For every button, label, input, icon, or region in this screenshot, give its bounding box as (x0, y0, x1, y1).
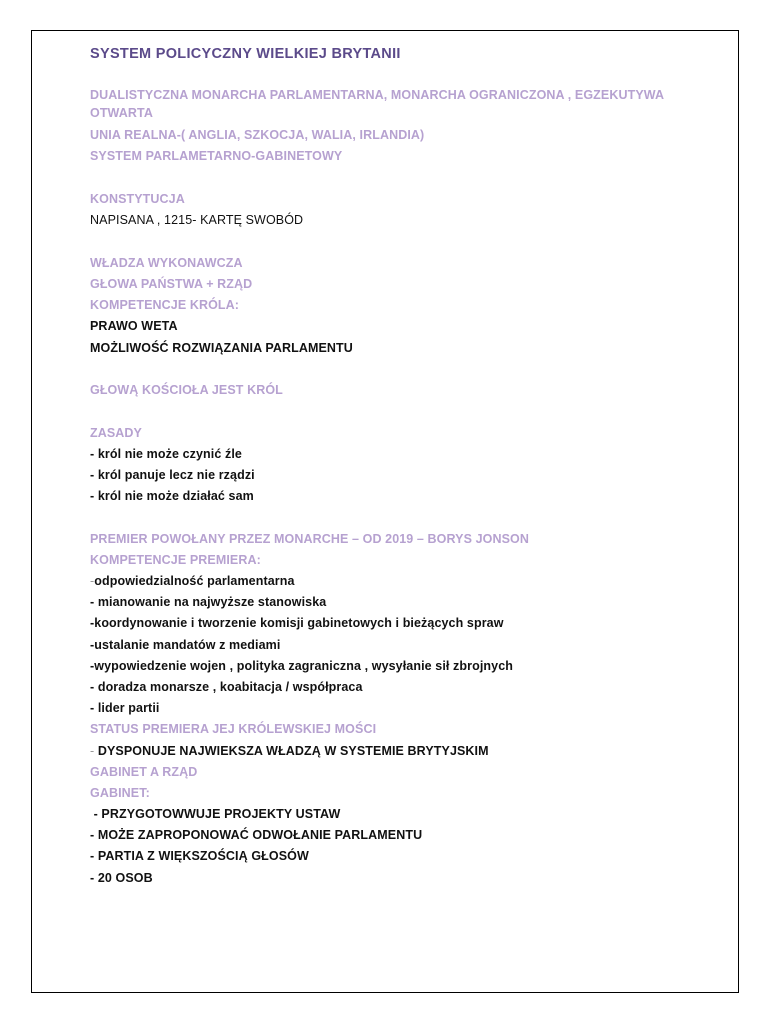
premier-competence-text: odpowiedzialność parlamentarna (94, 574, 295, 588)
cabinet-item: - PRZYGOTOWWUJE PROJEKTY USTAW (90, 807, 341, 821)
premier-competence-item: - lider partii (90, 701, 160, 715)
premier-competence-item: -wypowiedzenie wojen , polityka zagraniczna , wysyłanie sił zbrojnych (90, 659, 513, 673)
rules-item: - król nie może czynić źle (90, 447, 242, 461)
list-dash: - (90, 744, 95, 758)
cabinet-item: - MOŻE ZAPROPONOWAĆ ODWOŁANIE PARLAMENTU (90, 828, 423, 842)
executive-subheading: GŁOWA PAŃSTWA + RZĄD (90, 277, 253, 291)
list-dash: - (90, 574, 95, 588)
premier-status-item (90, 743, 489, 759)
premier-heading: PREMIER POWOŁANY PRZEZ MONARCHE – OD 2019 – BORYS JONSON (90, 532, 530, 546)
rules-item: - król panuje lecz nie rządzi (90, 468, 255, 482)
cabinet-item: - PARTIA Z WIĘKSZOŚCIĄ GŁOSÓW (90, 849, 309, 863)
intro-line-4: SYSTEM PARLAMETARNO-GABINETOWY (90, 149, 343, 163)
premier-competence-item: -koordynowanie i tworzenie komisji gabinetowych i bieżących spraw (90, 616, 504, 630)
premier-status-text: DYSPONUJE NAJWIEKSZA WŁADZĄ W SYSTEMIE BRYTYJSKIM (94, 744, 489, 758)
rules-item: - król nie może działać sam (90, 489, 254, 503)
premier-competence-item (90, 573, 295, 589)
premier-competences-heading: KOMPETENCJE PREMIERA: (90, 553, 261, 567)
premier-competence-item: - mianowanie na najwyższe stanowiska (90, 595, 327, 609)
church-heading: GŁOWĄ KOŚCIOŁA JEST KRÓL (90, 383, 283, 397)
premier-competence-item: - doradza monarsze , koabitacja / współpraca (90, 680, 363, 694)
king-competence-item: MOŻLIWOŚĆ ROZWIĄZANIA PARLAMENTU (90, 341, 353, 355)
constitution-text: NAPISANA , 1215- KARTĘ SWOBÓD (90, 213, 304, 227)
intro-line-1: DUALISTYCZNA MONARCHA PARLAMENTARNA, MONARCHA OGRANICZONA , EGZEKUTYWA (90, 88, 665, 102)
premier-competence-item: -ustalanie mandatów z mediami (90, 638, 281, 652)
cabinet-heading: GABINET A RZĄD (90, 765, 198, 779)
king-competence-item: PRAWO WETA (90, 319, 178, 333)
constitution-heading: KONSTYTUCJA (90, 192, 185, 206)
king-competences-heading: KOMPETENCJE KRÓLA: (90, 298, 240, 312)
intro-line-3: UNIA REALNA-( ANGLIA, SZKOCJA, WALIA, IRLANDIA) (90, 128, 425, 142)
premier-status-heading: STATUS PREMIERA JEJ KRÓLEWSKIEJ MOŚCI (90, 722, 377, 736)
rules-heading: ZASADY (90, 426, 142, 440)
cabinet-subheading: GABINET: (90, 786, 150, 800)
document-title: SYSTEM POLICYCZNY WIELKIEJ BRYTANII (90, 46, 401, 62)
intro-line-2: OTWARTA (90, 106, 153, 120)
executive-heading: WŁADZA WYKONAWCZA (90, 256, 243, 270)
cabinet-item: - 20 OSOB (90, 871, 153, 885)
